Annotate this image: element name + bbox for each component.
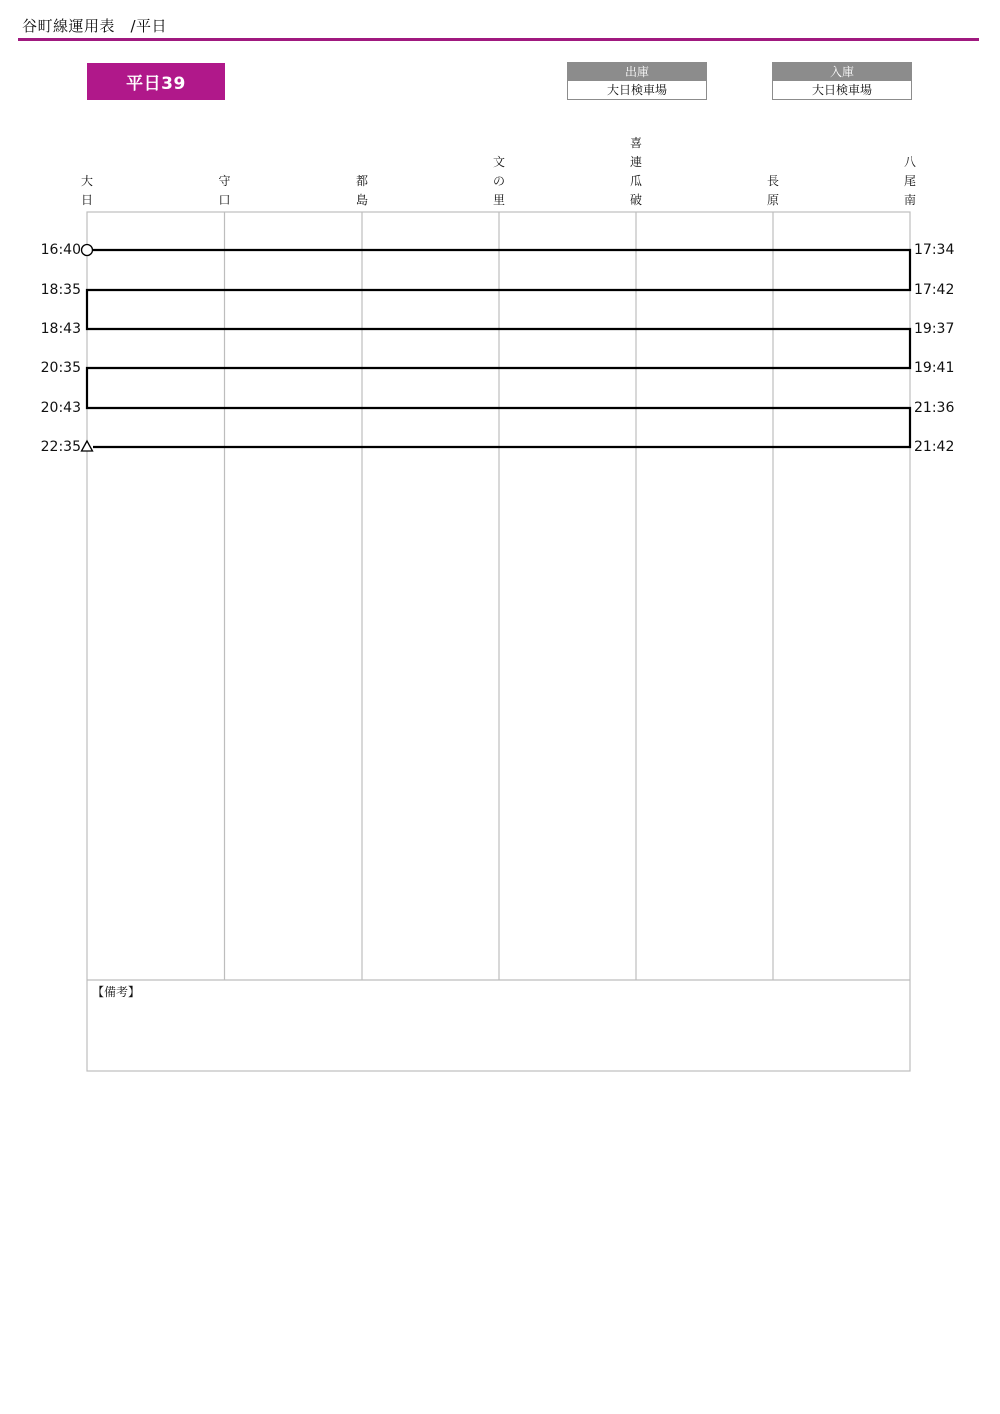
time-label-left: 18:43 xyxy=(40,321,81,337)
depot-out-label: 出庫 xyxy=(568,63,706,81)
station-char: 里 xyxy=(492,193,505,207)
time-label-left: 16:40 xyxy=(40,242,81,258)
station-char: 長 xyxy=(766,174,779,188)
time-label-right: 21:36 xyxy=(914,400,955,416)
station-char: 日 xyxy=(80,193,93,207)
station-char: 尾 xyxy=(903,174,916,188)
time-label-right: 19:41 xyxy=(914,360,955,376)
time-label-right: 17:34 xyxy=(914,242,955,258)
time-label-right: 17:42 xyxy=(914,282,955,298)
time-label-left: 20:35 xyxy=(40,360,81,376)
station-char: 八 xyxy=(903,155,916,169)
station-char: 破 xyxy=(629,193,642,207)
station-char: 都 xyxy=(355,174,368,188)
station-char: 島 xyxy=(355,193,368,207)
depot-in-label: 入庫 xyxy=(773,63,911,81)
station-char: 文 xyxy=(492,155,505,169)
time-label-left: 18:35 xyxy=(40,282,81,298)
time-label-left: 22:35 xyxy=(40,439,81,455)
station-char: 喜 xyxy=(629,136,642,150)
station-char: 守 xyxy=(218,174,231,188)
station-char: の xyxy=(492,174,505,188)
depot-out-value: 大日検車場 xyxy=(568,81,706,99)
depot-in-value: 大日検車場 xyxy=(773,81,911,99)
operation-badge: 平日39 xyxy=(87,63,225,100)
station-char: 口 xyxy=(218,193,231,207)
station-char: 原 xyxy=(766,193,779,207)
station-char: 南 xyxy=(903,193,916,207)
end-marker-icon xyxy=(82,441,93,451)
station-char: 大 xyxy=(80,174,93,188)
document-title: 谷町線運用表 /平日 xyxy=(22,17,168,35)
time-label-left: 20:43 xyxy=(40,400,81,416)
start-marker-icon xyxy=(82,245,93,256)
time-label-right: 19:37 xyxy=(914,321,955,337)
time-label-right: 21:42 xyxy=(914,439,955,455)
remarks-label: 【備考】 xyxy=(92,985,141,999)
station-char: 連 xyxy=(629,155,642,169)
station-char: 瓜 xyxy=(629,174,642,188)
